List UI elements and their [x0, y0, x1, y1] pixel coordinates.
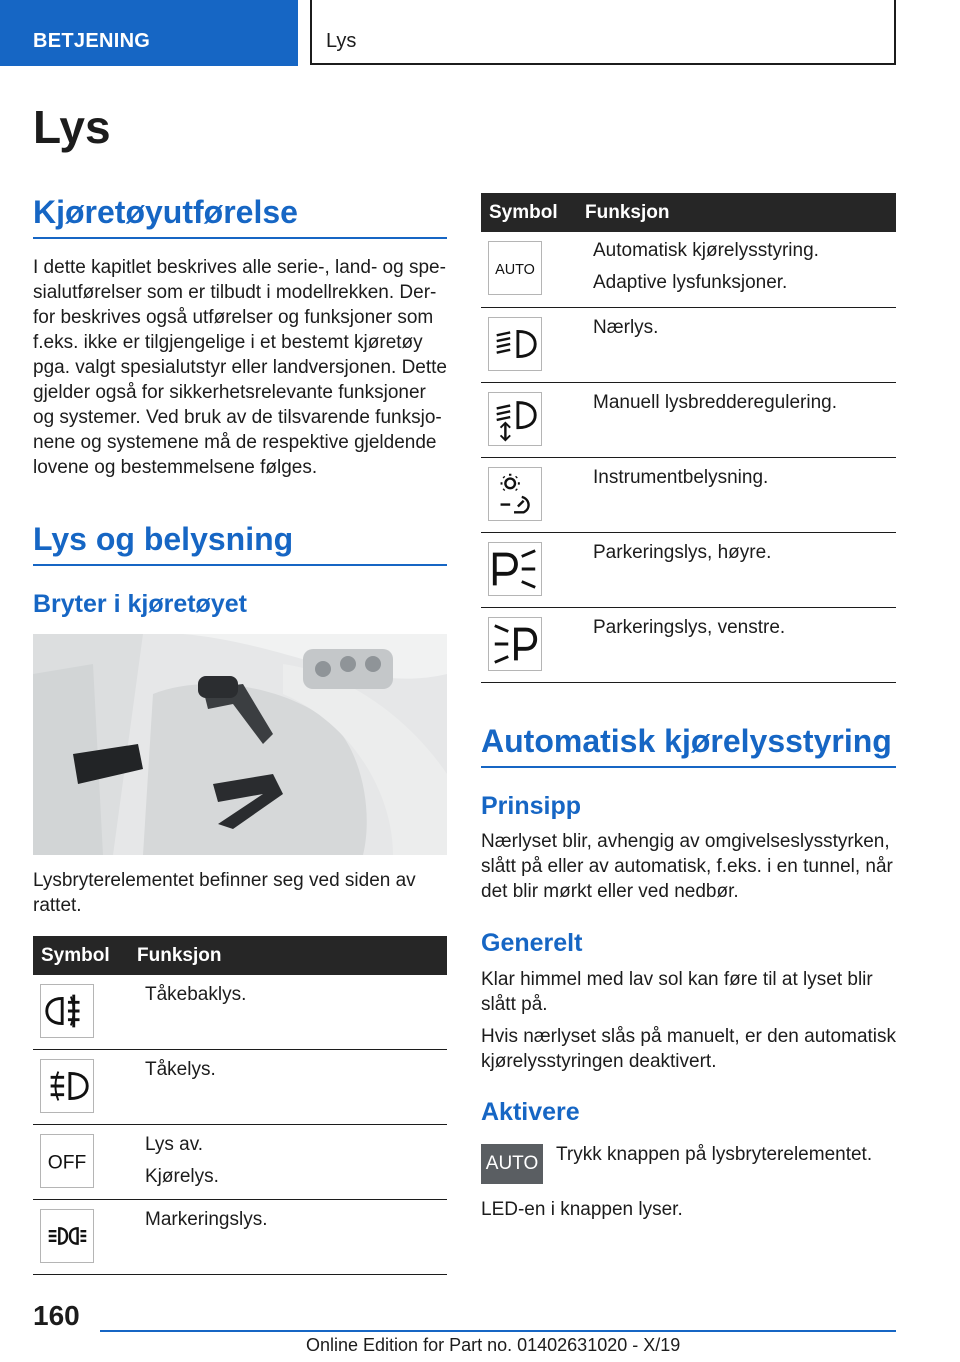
heading-lights: Lys og belysning	[33, 521, 447, 566]
header-title: Lys	[326, 30, 357, 52]
low-beam-icon	[488, 317, 542, 371]
rear-fog-light-icon	[40, 984, 94, 1038]
row-description	[145, 1058, 216, 1090]
description-line: Tåkebaklys.	[145, 984, 247, 1005]
text-line: det blir mørkt eller ved nedbør.	[481, 881, 739, 902]
description-line: Markeringslys.	[145, 1209, 268, 1230]
general-paragraph-1	[481, 967, 873, 1017]
text-line: Hvis nærlyset slås på manuelt, er den automatisk	[481, 1026, 897, 1047]
description-line: Nærlys.	[593, 317, 659, 338]
auto-icon-label: AUTO	[495, 261, 535, 278]
row-description	[593, 391, 837, 423]
row-description	[145, 1208, 267, 1240]
table-row	[481, 308, 896, 383]
headlight-range-icon	[488, 392, 542, 446]
table-row	[481, 533, 896, 608]
text-line: gjelder også for sikkerhetsrelevante funksjoner	[33, 382, 426, 403]
text-line: lovene og bestemmelsene følges.	[33, 457, 318, 478]
symbol-table-right	[481, 193, 896, 683]
description-line: Instrumentbelysning.	[593, 467, 769, 488]
vehicle-version-paragraph	[33, 255, 447, 480]
table-row	[33, 1200, 447, 1275]
caption-line: Lysbryterelementet befinner seg ved siden av	[33, 870, 416, 891]
subheading-general: Generelt	[481, 929, 583, 957]
table-row	[481, 608, 896, 683]
table-header	[33, 936, 447, 975]
heading-vehicle-version: Kjøretøyutførelse	[33, 194, 447, 239]
column-symbol: Symbol	[489, 201, 558, 223]
light-switch-photo	[33, 634, 447, 855]
table-row	[481, 232, 896, 308]
row-description	[593, 616, 785, 648]
parking-light-left-icon	[488, 617, 542, 671]
heading-auto-headlights: Automatisk kjørelysstyring	[481, 723, 896, 768]
subheading-principle: Prinsipp	[481, 792, 582, 820]
off-icon-label: OFF	[47, 1152, 87, 1174]
text-line: kjørelysstyringen deaktivert.	[481, 1051, 717, 1072]
footer-divider	[100, 1330, 896, 1332]
column-symbol: Symbol	[41, 944, 110, 966]
subheading-activate: Aktivere	[481, 1098, 580, 1126]
text-line: slått på eller av automatisk, f.eks. i en tunnel, når	[481, 856, 893, 877]
description-line: Kjørelys.	[145, 1166, 219, 1187]
description-line: Manuell lysbredderegulering.	[593, 392, 837, 413]
text-line: slått på.	[481, 994, 548, 1015]
table-row	[33, 1050, 447, 1125]
text-line: f.eks. ikke er tilgjengelige i et bestemt kjøretøy	[33, 332, 423, 353]
auto-icon	[488, 241, 542, 295]
table-header	[481, 193, 896, 232]
parking-light-right-icon	[488, 542, 542, 596]
text-line: Nærlyset blir, avhengig av omgivelseslysstyrken,	[481, 831, 890, 852]
activate-result: LED-en i knappen lyser.	[481, 1199, 683, 1220]
text-line: nene og systemene må de respektive gjeldende	[33, 432, 437, 453]
photo-caption	[33, 868, 416, 918]
row-description	[593, 316, 658, 348]
table-row	[33, 1125, 447, 1200]
table-row	[481, 383, 896, 458]
description-line: Tåkelys.	[145, 1059, 216, 1080]
activate-instruction: Trykk knappen på lysbryterelementet.	[556, 1144, 873, 1165]
header-section-tab	[0, 0, 298, 66]
text-line: pga. valgt spesialutstyr eller landversjonen. Dette	[33, 357, 448, 378]
side-marker-light-icon	[40, 1209, 94, 1263]
description-line: Automatisk kjørelysstyring.	[593, 240, 819, 261]
row-description	[145, 1133, 219, 1197]
general-paragraph-2	[481, 1024, 896, 1074]
instrument-lighting-icon	[488, 467, 542, 521]
row-description	[593, 466, 768, 498]
page-title: Lys	[33, 101, 111, 153]
column-function: Funksjon	[137, 944, 222, 966]
table-row	[33, 975, 447, 1050]
description-line: Parkeringslys, venstre.	[593, 617, 786, 638]
subheading-switch: Bryter i kjøretøyet	[33, 590, 247, 618]
header-title-box	[310, 0, 896, 65]
footer-edition: Online Edition for Part no. 01402631020 - X/19	[306, 1335, 681, 1355]
text-line: sialutførelser som er tilbudt i modellrekken. Der-	[33, 282, 437, 303]
front-fog-light-icon	[40, 1059, 94, 1113]
description-line: Lys av.	[145, 1134, 204, 1155]
column-function: Funksjon	[585, 201, 670, 223]
description-line: Adaptive lysfunksjoner.	[593, 272, 788, 293]
caption-line: rattet.	[33, 895, 82, 916]
text-line: Klar himmel med lav sol kan føre til at lyset blir	[481, 969, 873, 990]
text-line: for beskrives også utførelser og funksjoner som	[33, 307, 434, 328]
description-line: Parkeringslys, høyre.	[593, 542, 772, 563]
principle-paragraph	[481, 829, 893, 904]
row-description	[145, 983, 246, 1015]
row-description	[593, 239, 819, 303]
symbol-table-left	[33, 936, 447, 1275]
text-line: og systemer. Ved bruk av de tilsvarende funksjo-	[33, 407, 442, 428]
header-section-label: BETJENING	[33, 30, 151, 52]
table-row	[481, 458, 896, 533]
page-number: 160	[33, 1300, 80, 1331]
row-description	[593, 541, 771, 573]
off-icon	[40, 1134, 94, 1188]
text-line: I dette kapitlet beskrives alle serie-, land- og spe-	[33, 257, 446, 278]
auto-button-icon: AUTO	[481, 1144, 543, 1184]
